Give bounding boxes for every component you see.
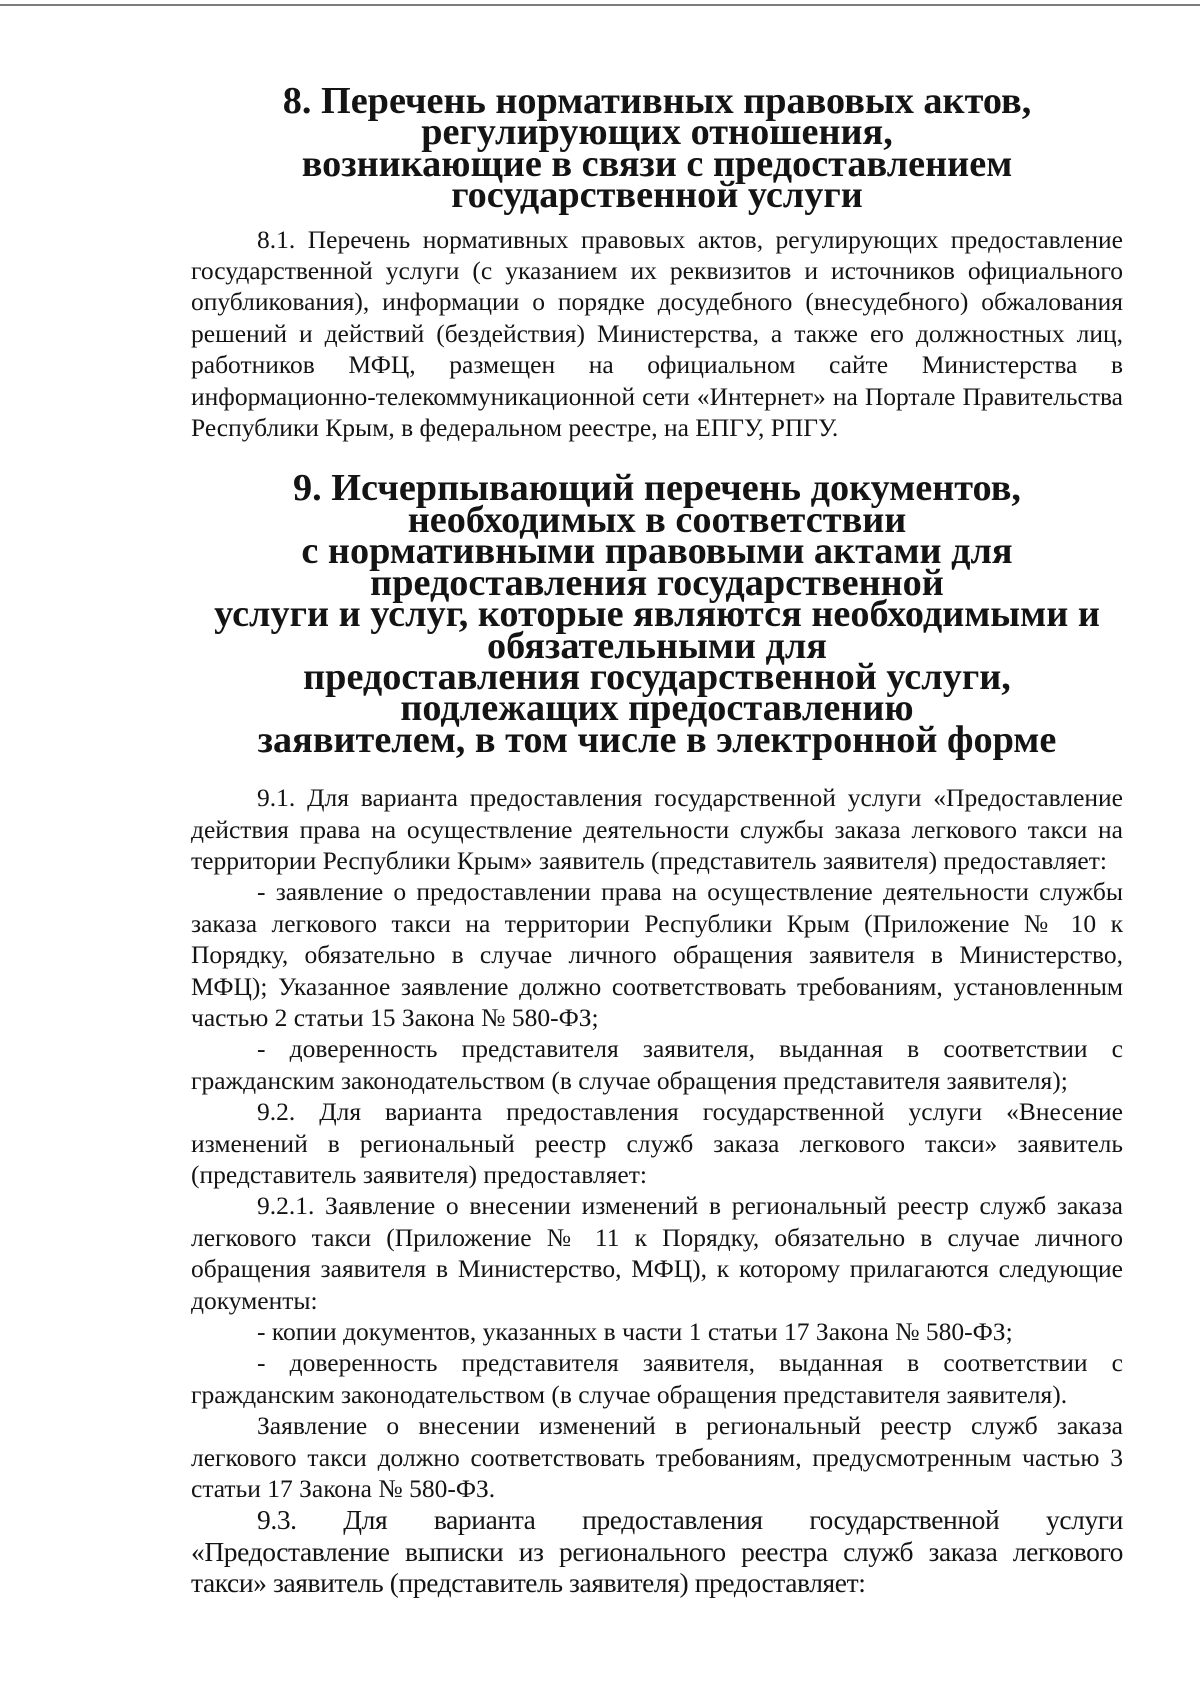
section-9-heading-line-5: заявителем, в том числе в электронной форме bbox=[257, 718, 1057, 761]
section-8-heading-line-1: 8. Перечень нормативных правовых актов, регулирующих отношения, bbox=[282, 80, 1032, 154]
section-9-heading-line-3: услуги и услуг, которые являются необходимыми и обязательными для bbox=[214, 593, 1100, 667]
paragraph-9-2: 9.2. Для варианта предоставления государственной услуги «Внесение изменений в региональный реестр служб заказа легкового такси» заявитель (представитель заявителя) предоставляет: bbox=[191, 1097, 1123, 1189]
paragraph-9-1: 9.1. Для варианта предоставления государственной услуги «Предоставление действия права на осуществление деятельности службы заказа легкового такси на территории Республики Крым» заявитель (представитель заявителя) предоставляет: bbox=[191, 783, 1123, 875]
paragraph-9-2-1: 9.2.1. Заявление о внесении изменений в региональный реестр служб заказа легкового такси (Приложение № 11 к Порядку, обязательно в случае личного обращения заявителя в Министерство, МФЦ), к которому прилагаются следующие документы: bbox=[191, 1191, 1123, 1315]
paragraph-9-1-item-power-of-attorney: - доверенность представителя заявителя, выданная в соответствии с гражданским законодательством (в случае обращения представителя заявителя); bbox=[191, 1034, 1123, 1095]
section-8-heading-line-2: возникающие в связи с предоставлением государственной услуги bbox=[301, 142, 1013, 217]
section-9-heading-line-4: предоставления государственной услуги, подлежащих предоставлению bbox=[303, 655, 1011, 730]
paragraph-9-3: 9.3. Для варианта предоставления государственной услуги «Предоставление выписки из регионального реестра служб заказа легкового такси» заявитель (представитель заявителя) предоставляет: bbox=[191, 1504, 1123, 1599]
document-page bbox=[191, 80, 1123, 1599]
scan-top-edge-line bbox=[0, 4, 1200, 6]
paragraph-8-1: 8.1. Перечень нормативных правовых актов, регулирующих предоставление государственной услуги (с указанием их реквизитов и источников официального опубликования), информации о порядке досудебного (внесудебного) обжалования решений и действий (бездействия) Министерства, а также его должностных лиц, работников МФЦ, размещен на официальном сайте Министерства в информационно-телекоммуникационной сети «Интернет» на Портале Правительства Республики Крым, в федеральном реестре, на ЕПГУ, РПГУ. bbox=[191, 224, 1123, 443]
paragraph-9-2-1-item-copies: - копии документов, указанных в части 1 статьи 17 Закона № 580-ФЗ; bbox=[257, 1317, 1013, 1347]
section-8-heading bbox=[191, 80, 1123, 217]
paragraph-9-2-note: Заявление о внесении изменений в региональный реестр служб заказа легкового такси должно соответствовать требованиям, предусмотренным частью 3 статьи 17 Закона № 580-ФЗ. bbox=[191, 1411, 1123, 1504]
section-9-heading-line-1: 9. Исчерпывающий перечень документов, необходимых в соответствии bbox=[293, 467, 1021, 541]
paragraph-9-2-1-item-power-of-attorney: - доверенность представителя заявителя, выданная в соответствии с гражданским законодательством (в случае обращения представителя заявителя). bbox=[191, 1348, 1123, 1409]
section-9-heading bbox=[191, 467, 1123, 761]
section-9-heading-line-2: с нормативными правовыми актами для предоставления государственной bbox=[301, 530, 1013, 604]
paragraph-9-1-item-application: - заявление о предоставлении права на осуществление деятельности службы заказа легкового такси на территории Республики Крым (Приложение № 10 к Порядку, обязательно в случае личного обращения заявителя в Министерство, МФЦ); Указанное заявление должно соответствовать требованиям, установленным частью 2 статьи 15 Закона № 580-ФЗ; bbox=[191, 877, 1123, 1032]
